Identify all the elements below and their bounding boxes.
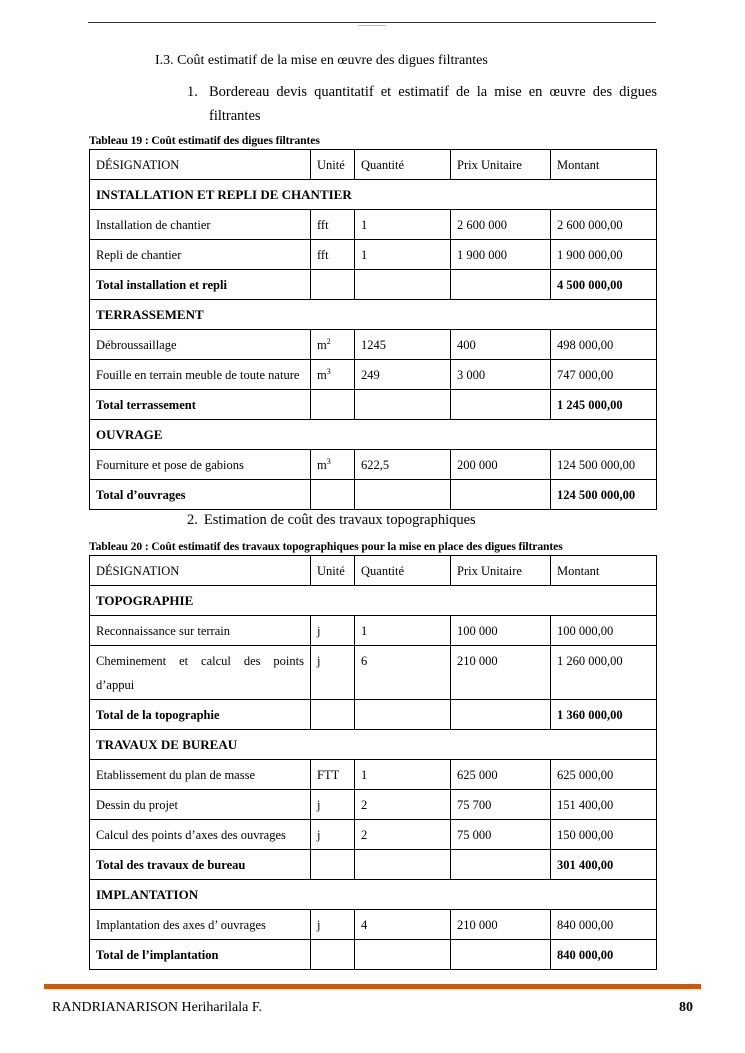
cell-prix: 3 000 <box>451 360 551 390</box>
header-montant: Montant <box>551 150 657 180</box>
empty-cell <box>311 480 355 510</box>
unit-exponent: 2 <box>326 336 331 346</box>
empty-cell <box>451 480 551 510</box>
cell-unite: j <box>311 910 355 940</box>
table-row <box>90 360 657 390</box>
total-value: 840 000,00 <box>551 940 657 970</box>
heading-1-text: Bordereau devis quantitatif et estimatif de la mise en œuvre des digues filtrantes <box>209 84 657 124</box>
cell-prix: 75 700 <box>451 790 551 820</box>
header-designation: DÉSIGNATION <box>90 556 311 586</box>
cell-unite <box>311 330 355 360</box>
cell-prix: 210 000 <box>451 646 551 700</box>
cell-designation: Implantation des axes d’ ouvrages <box>90 910 311 940</box>
cell-unite: j <box>311 820 355 850</box>
cell-montant: 625 000,00 <box>551 760 657 790</box>
table-20 <box>89 555 657 970</box>
header-designation: DÉSIGNATION <box>90 150 311 180</box>
cell-designation: Installation de chantier <box>90 210 311 240</box>
unit-base: m <box>317 368 327 382</box>
total-label: Total de la topographie <box>90 700 311 730</box>
total-row <box>90 850 657 880</box>
header-prix-unitaire: Prix Unitaire <box>451 556 551 586</box>
total-value: 1 245 000,00 <box>551 390 657 420</box>
total-row <box>90 700 657 730</box>
table-19-caption: Tableau 19 : Coût estimatif des digues filtrantes <box>89 134 320 147</box>
total-label: Total d’ouvrages <box>90 480 311 510</box>
unit-exponent: 3 <box>326 456 331 466</box>
heading-2-text: Estimation de coût des travaux topographiques <box>203 512 476 528</box>
cell-unite: fft <box>311 240 355 270</box>
cell-designation: Débroussaillage <box>90 330 311 360</box>
cell-quantite: 4 <box>355 910 451 940</box>
total-label: Total terrassement <box>90 390 311 420</box>
table-row <box>90 450 657 480</box>
cell-montant: 840 000,00 <box>551 910 657 940</box>
total-row <box>90 480 657 510</box>
total-label: Total installation et repli <box>90 270 311 300</box>
cell-quantite: 1 <box>355 240 451 270</box>
empty-cell <box>451 850 551 880</box>
cell-quantite: 2 <box>355 820 451 850</box>
table-row <box>90 910 657 940</box>
cell-prix: 625 000 <box>451 760 551 790</box>
cell-unite: FTT <box>311 760 355 790</box>
cell-unite: j <box>311 790 355 820</box>
cell-unite: j <box>311 646 355 700</box>
cell-unite <box>311 360 355 390</box>
empty-cell <box>311 270 355 300</box>
total-row <box>90 940 657 970</box>
section-row <box>90 586 657 616</box>
total-row <box>90 270 657 300</box>
section-row <box>90 880 657 910</box>
section-row <box>90 730 657 760</box>
empty-cell <box>355 480 451 510</box>
section-label: IMPLANTATION <box>90 880 657 910</box>
page-number: 80 <box>679 1000 693 1015</box>
total-value: 1 360 000,00 <box>551 700 657 730</box>
cell-montant: 100 000,00 <box>551 616 657 646</box>
table-row <box>90 240 657 270</box>
cell-designation: Dessin du projet <box>90 790 311 820</box>
section-label: INSTALLATION ET REPLI DE CHANTIER <box>90 180 657 210</box>
cell-designation: Calcul des points d’axes des ouvrages <box>90 820 311 850</box>
table-row <box>90 790 657 820</box>
empty-cell <box>451 390 551 420</box>
section-title: I.3. Coût estimatif de la mise en œuvre des digues filtrantes <box>155 53 488 68</box>
cell-montant: 124 500 000,00 <box>551 450 657 480</box>
empty-cell <box>355 940 451 970</box>
cell-quantite: 622,5 <box>355 450 451 480</box>
table-row <box>90 760 657 790</box>
table-row <box>90 820 657 850</box>
cell-unite: fft <box>311 210 355 240</box>
cell-designation: Etablissement du plan de masse <box>90 760 311 790</box>
footer-author: RANDRIANARISON Heriharilala F. <box>52 1000 263 1015</box>
header-unite: Unité <box>311 150 355 180</box>
section-row <box>90 180 657 210</box>
header-unite: Unité <box>311 556 355 586</box>
empty-cell <box>311 940 355 970</box>
section-label: TERRASSEMENT <box>90 300 657 330</box>
empty-cell <box>451 700 551 730</box>
table-header-row <box>90 150 657 180</box>
footer-accent-bar <box>44 984 701 989</box>
unit-base: m <box>317 458 327 472</box>
table-row <box>90 210 657 240</box>
cell-unite: j <box>311 616 355 646</box>
heading-1-number: 1. <box>187 84 198 100</box>
cell-designation: Reconnaissance sur terrain <box>90 616 311 646</box>
section-label: TOPOGRAPHIE <box>90 586 657 616</box>
total-label: Total des travaux de bureau <box>90 850 311 880</box>
cell-quantite: 1 <box>355 210 451 240</box>
table-row <box>90 330 657 360</box>
empty-cell <box>311 850 355 880</box>
cell-quantite: 1 <box>355 616 451 646</box>
unit-base: m <box>317 338 327 352</box>
cell-quantite: 6 <box>355 646 451 700</box>
header-quantite: Quantité <box>355 150 451 180</box>
cell-unite <box>311 450 355 480</box>
cell-quantite: 1245 <box>355 330 451 360</box>
table-20-caption: Tableau 20 : Coût estimatif des travaux topographiques pour la mise en place des digues filtrantes <box>89 540 563 553</box>
empty-cell <box>355 850 451 880</box>
table-19 <box>89 149 657 510</box>
empty-cell <box>355 390 451 420</box>
section-row <box>90 420 657 450</box>
table-row <box>90 646 657 700</box>
total-row <box>90 390 657 420</box>
empty-cell <box>311 700 355 730</box>
cell-prix: 210 000 <box>451 910 551 940</box>
cell-designation: Fouille en terrain meuble de toute nature <box>90 360 311 390</box>
cell-montant: 1 260 000,00 <box>551 646 657 700</box>
empty-cell <box>451 940 551 970</box>
header-rule <box>88 22 656 23</box>
section-row <box>90 300 657 330</box>
cell-designation: Repli de chantier <box>90 240 311 270</box>
cell-prix: 100 000 <box>451 616 551 646</box>
cell-montant: 747 000,00 <box>551 360 657 390</box>
cell-prix: 400 <box>451 330 551 360</box>
cell-designation: Cheminement et calcul des points d’appui <box>90 646 311 700</box>
total-value: 4 500 000,00 <box>551 270 657 300</box>
cell-montant: 1 900 000,00 <box>551 240 657 270</box>
total-value: 124 500 000,00 <box>551 480 657 510</box>
table-row <box>90 616 657 646</box>
header-montant: Montant <box>551 556 657 586</box>
section-label: OUVRAGE <box>90 420 657 450</box>
cell-montant: 498 000,00 <box>551 330 657 360</box>
cell-prix: 75 000 <box>451 820 551 850</box>
total-label: Total de l’implantation <box>90 940 311 970</box>
table-header-row <box>90 556 657 586</box>
empty-cell <box>311 390 355 420</box>
heading-2 <box>187 512 476 529</box>
cell-quantite: 249 <box>355 360 451 390</box>
cell-montant: 151 400,00 <box>551 790 657 820</box>
cell-quantite: 1 <box>355 760 451 790</box>
header-mark <box>358 25 386 26</box>
empty-cell <box>355 270 451 300</box>
empty-cell <box>451 270 551 300</box>
cell-prix: 200 000 <box>451 450 551 480</box>
heading-2-number: 2. <box>187 512 198 528</box>
header-prix-unitaire: Prix Unitaire <box>451 150 551 180</box>
cell-montant: 2 600 000,00 <box>551 210 657 240</box>
section-label: TRAVAUX DE BUREAU <box>90 730 657 760</box>
total-value: 301 400,00 <box>551 850 657 880</box>
header-quantite: Quantité <box>355 556 451 586</box>
unit-exponent: 3 <box>326 366 331 376</box>
cell-designation: Fourniture et pose de gabions <box>90 450 311 480</box>
empty-cell <box>355 700 451 730</box>
cell-quantite: 2 <box>355 790 451 820</box>
cell-montant: 150 000,00 <box>551 820 657 850</box>
cell-prix: 2 600 000 <box>451 210 551 240</box>
cell-prix: 1 900 000 <box>451 240 551 270</box>
heading-1 <box>187 80 657 128</box>
